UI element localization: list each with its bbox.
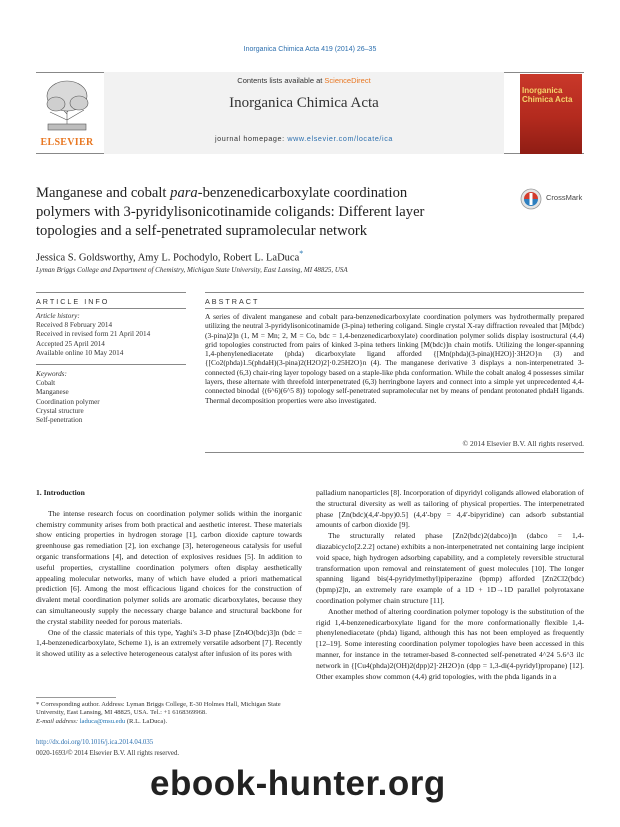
- history-item: Received 8 February 2014: [36, 321, 113, 330]
- article-info-rule: [36, 292, 186, 293]
- abstract-text: A series of divalent manganese and cobalt para-benzenedicarboxylate coordination polymers was hydrothermally prepared utilizing the neutral 3-pyridylisonicotinamide (3-pina) tethering coligand. Single crystal X-ray diffraction revealed that [M(bdc)(3-pina)2]n (1, M = Mn; 2, M = Co, bdc = 1,4-benzenedicarboxylate) coordination polymer solids display isostructural (4,4) grid topologies constructed from pairs of kinked 3-pina tethers linking [M(bdc)]n chain motifs. Utilizing the longer-spanning 1,4-phenylenediacetate (phda) dicarboxylate ligand afforded {[Mn(phda)(3-pina)(H2O)]·3H2O}n (3) and {[Co2(phda)1.5(phdaH)(3-pina)2(H2O)2]·0.25H2O}n (4). The manganese derivative 3 displays a non-interpenetrated 3-connected (6,3) chair-ring layer topology based on a staple-like phda conformation. While the cobalt analog 4 possesses similar layers, these alternate with threefold interpenetrated (6,3) herringbone layers and connect into a simple yet unprecedented 4,4-connected binodal {(6^6)(6^5 8)} topology self-penetrated supramolecular net by means of pendant protonated phdaH ligands. Thermal decomposition properties were also investigated.: [205, 312, 584, 405]
- article-info-rule-bottom: [36, 308, 186, 309]
- abstract-end-rule: [205, 452, 584, 453]
- contents-line: [104, 76, 504, 85]
- footnote-email-label: E-mail address:: [36, 717, 80, 725]
- body-paragraph: One of the classic materials of this type, Yaghi's 3-D phase [Zn4O(bdc)3]n (bdc = 1,4-benzenedicarboxylate, Scheme 1), is an extremely versatile adsorbent [7]. Recently it showed utility as a selective heterogeneous catalyst after infusion of its pores with: [36, 627, 302, 659]
- history-item: Accepted 25 April 2014: [36, 339, 105, 348]
- affiliation: Lyman Briggs College and Department of Chemistry, Michigan State University, East Lansing, MI 48825, USA: [36, 266, 348, 274]
- article-info: [36, 312, 186, 425]
- issn-line: 0020-1693/© 2014 Elsevier B.V. All rights reserved.: [36, 750, 180, 757]
- body-column-right: [316, 488, 584, 682]
- history-label: Article history:: [36, 312, 80, 320]
- doi-link[interactable]: http://dx.doi.org/10.1016/j.ica.2014.04.035: [36, 739, 154, 746]
- elsevier-wordmark: ELSEVIER: [40, 137, 94, 148]
- keyword: Crystal structure: [36, 406, 84, 415]
- corresponding-author-mark[interactable]: *: [299, 249, 304, 258]
- article-title: [36, 184, 506, 241]
- journal-cover-title: Inorganica Chimica Acta: [522, 86, 573, 104]
- abstract-heading: ABSTRACT: [205, 297, 260, 306]
- journal-title: Inorganica Chimica Acta: [229, 95, 379, 111]
- footnote-corresponding: * Corresponding author. Address: Lyman Briggs College, E-30 Holmes Hall, Michigan State University, East Lansing, MI 48825, USA. Tel.: +1 6168369968.: [36, 701, 281, 717]
- article-title-line-3: topologies and a self-penetrated supramolecular network: [36, 223, 368, 239]
- watermark: ebook-hunter.org: [150, 764, 446, 803]
- contents-prefix: Contents lists available at: [237, 76, 325, 85]
- history-item: Received in revised form 21 April 2014: [36, 330, 151, 339]
- journal-reference[interactable]: Inorganica Chimica Acta 419 (2014) 26–35: [243, 46, 377, 53]
- body-paragraph: Another method of altering coordination polymer topology is the substitution of the rigid 1,4-benzenedicarboxylate ligand for the more conformationally flexible 1,4-phenylenediacetate (phda) ligand, although this has not been employed as frequently [12–19]. Some interesting coordination polymer topologies have been accessed in this manner, for instance in the tetramer-based 8-connected self-penetrated 4^24 5.6^3 ilc network in {[Cu4(phda)2(OH)2(dpp)2]·2H2O}n (dpp = 1,3-di(4-pyridyl)propane) [12]. Other examples show common (4,4) grid topologies, with the phda ligands in a: [316, 606, 584, 681]
- author-list: [36, 249, 303, 264]
- keyword: Self-penetration: [36, 416, 83, 425]
- keywords-label: Keywords:: [36, 370, 67, 379]
- keyword: Cobalt: [36, 379, 56, 388]
- body-paragraph: palladium nanoparticles [8]. Incorporation of dipyridyl coligands allowed elaboration of the structural diversity as well as tailoring of physical properties. The interpenetrated phase [Zn(bdc)(4,4′-bpy)0.5] (4,4′-bpy = 4,4′-bipyridine) can adsorb substantial amounts of carbon dioxide [9].: [316, 488, 584, 530]
- homepage-link[interactable]: www.elsevier.com/locate/ica: [287, 134, 394, 143]
- crossmark-icon[interactable]: [520, 188, 542, 210]
- abstract-rule-bottom: [205, 308, 584, 309]
- footnote: [36, 701, 302, 726]
- authors-text: Jessica S. Goldsworthy, Amy L. Pochodylo, Robert L. LaDuca: [36, 252, 300, 264]
- article-title-line-1: Manganese and cobalt para-benzenedicarboxylate coordination: [36, 185, 408, 201]
- section-title: 1. Introduction: [36, 488, 85, 497]
- crossmark-label[interactable]: CrossMark: [546, 193, 583, 202]
- email-link[interactable]: laduca@msu.edu: [79, 717, 126, 725]
- info-divider: [36, 364, 186, 365]
- footnote-email: [36, 718, 302, 726]
- homepage-prefix: journal homepage:: [214, 134, 288, 143]
- journal-homepage: [104, 134, 504, 143]
- body-paragraph: The structurally related phase [Zn2(bdc)2(dabco)]n (dabco = 1,4-diazabicyclo[2.2.2] octane) exhibits a non-interpenetrated net containing large incipient void space, high hydrogen adsorbing capability, and a completely reversible structural transformation upon removal and reinstatement of guest molecules [10]. The longer spanning ligand bis(4-pyridylmethyl)piperazine (bpmp) afforded [Zn2Cl2(bdc)(bpmp)2]n, an extremely rare example of a 1D + 1D→1D parallel polyrotaxane coordination polymer chain structure [11].: [316, 531, 584, 605]
- footnote-email-suffix: (R.L. LaDuca).: [125, 717, 168, 725]
- keyword: Manganese: [36, 388, 69, 397]
- body-paragraph: The intense research focus on coordination polymer solids within the inorganic chemistry community arises from both practical and aesthetic interest. These materials show enticing properties in hydrogen storage [1], carbon dioxide capture towards greenhouse gas remediation [2], ion exchange [3], heterogeneous catalysis for useful organic transformations [4], and detection of explosives residues [5]. In addition to useful properties, crystalline coordination polymers often display aesthetically appealing molecular networks, many of which have eluded a priori mathematical prediction [6]. Among the most efficacious ligand choices for the construction of divalent metal coordination polymer solids are aromatic dicarboxylates, because they can simultaneously supply the necessary charge balance and structural backbone for the crystal stability needed for porous materials.: [36, 508, 302, 626]
- body-column-left: [36, 488, 302, 660]
- keyword: Coordination polymer: [36, 397, 100, 406]
- abstract-rule: [205, 292, 584, 293]
- abstract-copyright: © 2014 Elsevier B.V. All rights reserved.: [462, 439, 584, 448]
- article-info-heading: ARTICLE INFO: [36, 297, 110, 306]
- history-item: Available online 10 May 2014: [36, 348, 124, 357]
- sciencedirect-link[interactable]: ScienceDirect: [324, 76, 371, 85]
- footnote-rule: [36, 697, 116, 698]
- article-title-line-2: polymers with 3-pyridylisonicotinamide coligands: Different layer: [36, 204, 425, 220]
